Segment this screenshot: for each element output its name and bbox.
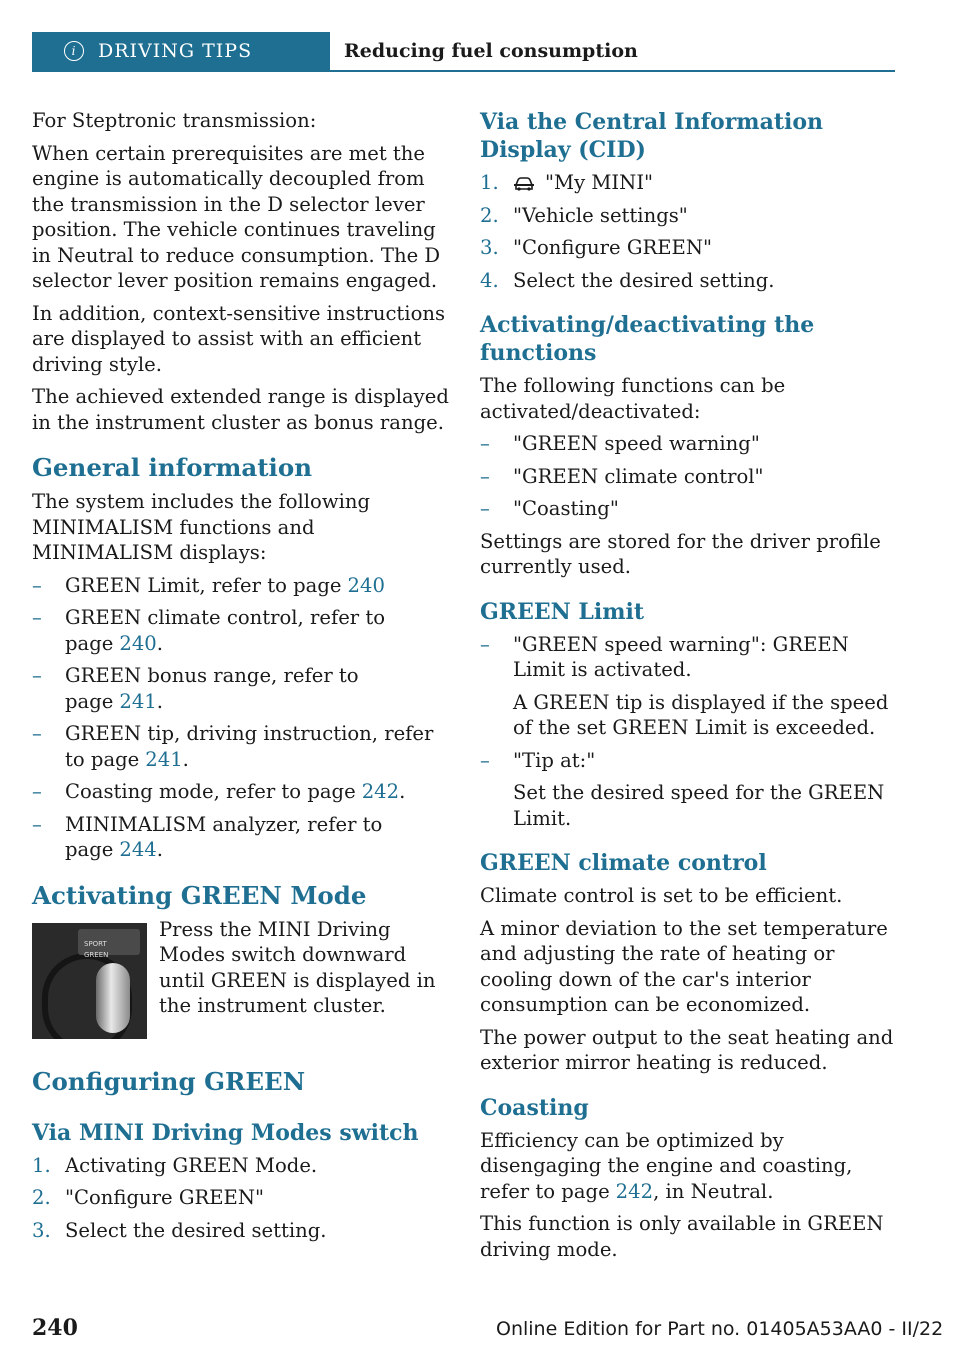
list-item: 2. "Vehicle settings" xyxy=(480,203,688,227)
page-link[interactable]: 240 xyxy=(347,573,385,597)
list-item: – "GREEN climate control" xyxy=(480,464,895,490)
page-link[interactable]: 244 xyxy=(119,838,157,861)
coasting-heading: Coasting xyxy=(480,1094,589,1121)
settings-note: Settings are stored for the driver profile currently used. xyxy=(480,529,881,578)
intro-paragraph-3: The achieved extended range is displayed in the instrument cluster as bonus range. xyxy=(32,385,449,434)
green-limit-list xyxy=(480,632,895,832)
intro-label: For Steptronic transmission: xyxy=(32,109,317,132)
edition-note: Online Edition for Part no. 01405A53AA0 - II/22 xyxy=(496,1318,944,1340)
coasting-paragraph-1: Efficiency can be optimized by disengaging the engine and coasting, refer to page 242, in Neutral. xyxy=(480,1128,853,1203)
climate-paragraph-2: A minor deviation to the set temperature and adjusting the rate of heating or cooling down of the car's interior consumption can be economized. xyxy=(480,916,888,1016)
list-item: – "GREEN speed warning" xyxy=(480,431,895,457)
page-link[interactable]: 240 xyxy=(119,631,157,655)
via-switch-steps xyxy=(32,1153,450,1244)
driving-modes-switch-image xyxy=(32,923,147,1039)
page-number: 240 xyxy=(32,1315,78,1341)
general-text: The system includes the following MINIMALISM functions and MINIMALISM displays: xyxy=(32,490,371,564)
list-item: 1. "My MINI" xyxy=(480,171,654,194)
coasting-paragraph-2: This function is only available in GREEN driving mode. xyxy=(480,1212,884,1261)
intro-paragraph-1: When certain prerequisites are met the engine is automatically decoupled from the transmission in the D selector lever position. The vehicle continues traveling in Neutral to reduce consumption. The D selector lever position remains engaged. xyxy=(32,141,441,292)
list-item: – GREEN bonus range, refer to page 241. xyxy=(32,663,450,714)
list-item: 3. "Configure GREEN" xyxy=(480,236,713,259)
switch-green-label: GREEN xyxy=(84,950,109,959)
activating-figure-block xyxy=(32,917,450,1039)
activating-text: Press the MINI Driving Modes switch downward until GREEN is displayed in the instrument cluster. xyxy=(159,917,436,1017)
list-item: 4. Select the desired setting. xyxy=(480,268,775,292)
topic-title: Reducing fuel consumption xyxy=(344,40,638,62)
list-item: 3. Select the desired setting. xyxy=(32,1218,327,1242)
list-item: – "GREEN speed warning": GREEN Limit is activated. A GREEN tip is displayed if the speed of the set GREEN Limit is exceeded. xyxy=(480,632,895,741)
cid-heading: Via the Central Information Display (CID) xyxy=(480,109,824,163)
list-item: – GREEN climate control, refer to page 240. xyxy=(32,605,450,656)
config-heading: Configuring GREEN xyxy=(32,1066,306,1096)
list-item: – MINIMALISM analyzer, refer to page 244. xyxy=(32,812,450,863)
section-tab xyxy=(32,32,330,70)
list-item: – Coasting mode, refer to page 242. xyxy=(32,779,450,805)
page-link[interactable]: 242 xyxy=(615,1179,654,1203)
cid-steps xyxy=(480,170,895,293)
climate-paragraph-3: The power output to the seat heating and exterior mirror heating is reduced. xyxy=(480,1025,894,1074)
list-item: – "Tip at:" Set the desired speed for the GREEN Limit. xyxy=(480,748,895,832)
page-link[interactable]: 242 xyxy=(361,780,400,803)
left-column xyxy=(32,108,450,1250)
switch-sport-label: SPORT xyxy=(84,939,107,948)
page-link[interactable]: 241 xyxy=(119,689,157,713)
list-item: – "Coasting" xyxy=(480,496,895,522)
right-column xyxy=(480,108,895,1269)
car-icon xyxy=(513,176,535,192)
list-item: 1. Activating GREEN Mode. xyxy=(32,1153,318,1177)
page-header xyxy=(32,32,895,72)
green-limit-heading: GREEN Limit xyxy=(480,598,645,625)
list-item: – GREEN Limit, refer to page 240 xyxy=(32,573,450,599)
page-link[interactable]: 241 xyxy=(145,747,183,771)
list-item: – GREEN tip, driving instruction, refer to page 241. xyxy=(32,721,450,772)
via-switch-heading: Via MINI Driving Modes switch xyxy=(32,1119,419,1146)
general-heading: General information xyxy=(32,453,313,482)
activating-heading: Activating GREEN Mode xyxy=(32,880,367,910)
section-title: DRIVING TIPS xyxy=(98,40,253,62)
intro-paragraph-2: In addition, context-sensitive instructions are displayed to assist with an efficient driving style. xyxy=(32,301,446,376)
activatable-functions-list xyxy=(480,431,895,522)
list-item: 2. "Configure GREEN" xyxy=(32,1186,265,1209)
functions-list xyxy=(32,573,450,863)
climate-paragraph-1: Climate control is set to be efficient. xyxy=(480,884,843,907)
green-climate-heading: GREEN climate control xyxy=(480,850,767,876)
info-icon: i xyxy=(64,41,84,61)
activating-deactivating-heading: Activating/deactivating the functions xyxy=(480,312,815,366)
activating-deactivating-text: The following functions can be activated/deactivated: xyxy=(480,374,786,423)
